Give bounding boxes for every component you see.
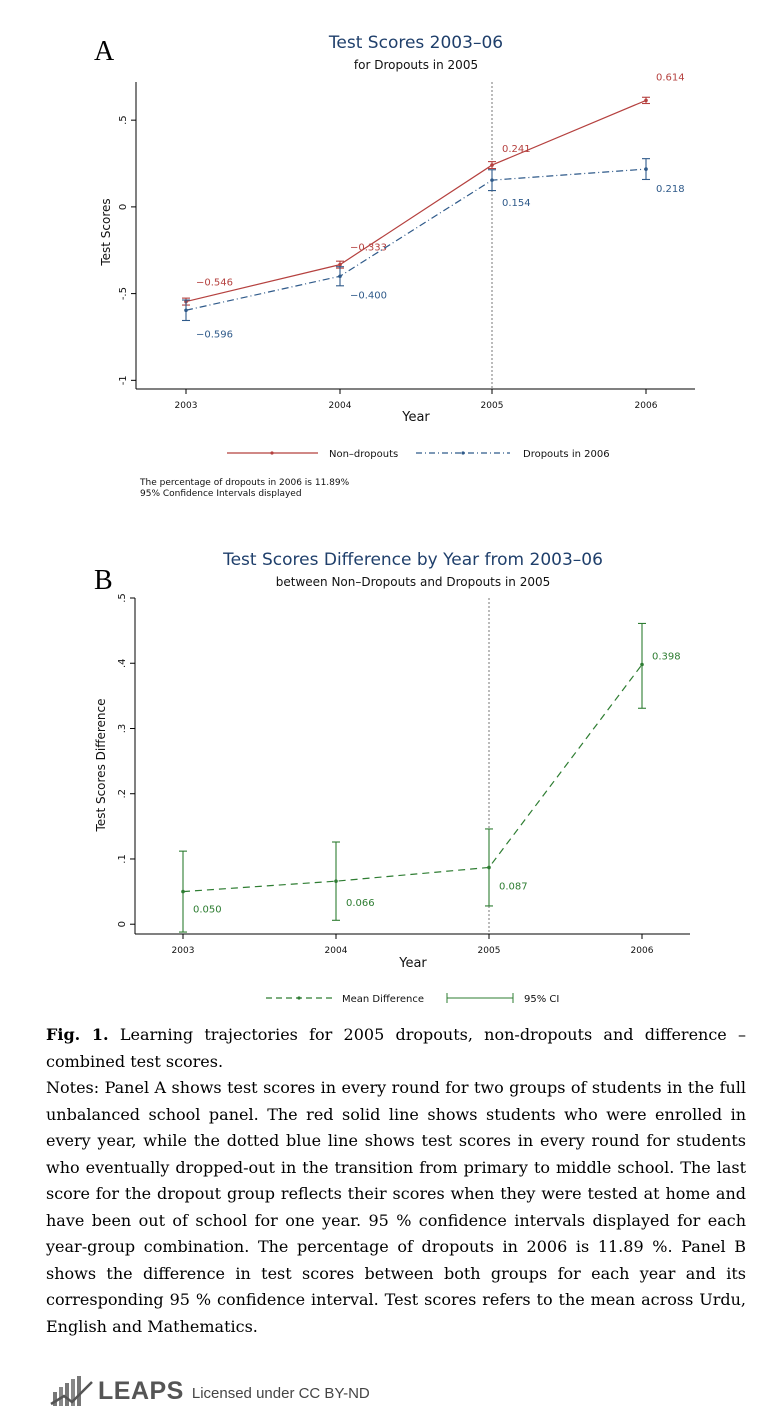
panel-a-x-label: Year bbox=[402, 410, 430, 425]
panel-b-subtitle: between Non–Dropouts and Dropouts in 2005 bbox=[275, 575, 551, 589]
data-label: 0.087 bbox=[499, 881, 528, 893]
panel-a-legend bbox=[227, 449, 610, 460]
y-tick-label: 0 bbox=[118, 203, 129, 211]
data-label: 0.050 bbox=[193, 904, 222, 916]
panel-a-letter: A bbox=[94, 36, 115, 67]
y-tick-label: -1 bbox=[118, 375, 129, 386]
y-tick-label: .5 bbox=[118, 115, 129, 125]
data-label: 0.218 bbox=[656, 184, 685, 196]
footer-license: Licensed under CC BY-ND bbox=[191, 1384, 370, 1402]
series-line-1 bbox=[186, 169, 646, 310]
panel-a-note-dropouts: The percentage of dropouts in 2006 is 11.89% bbox=[140, 478, 350, 488]
panel-a-chart bbox=[0, 0, 781, 520]
data-point bbox=[640, 663, 644, 667]
x-tick-label: 2005 bbox=[480, 401, 504, 411]
data-label: −0.546 bbox=[196, 277, 234, 289]
data-label: 0.066 bbox=[346, 898, 375, 910]
x-tick-label: 2004 bbox=[328, 401, 352, 411]
x-tick-label: 2005 bbox=[477, 946, 501, 956]
y-tick-label: .5 bbox=[117, 593, 128, 603]
panel-b-y-label: Test Scores Difference bbox=[94, 698, 108, 832]
series-line-0 bbox=[183, 665, 642, 892]
panel-b-x-label: Year bbox=[399, 956, 427, 971]
x-tick-label: 2003 bbox=[174, 401, 198, 411]
data-point bbox=[181, 890, 185, 894]
data-point bbox=[487, 866, 491, 870]
data-label: −0.596 bbox=[196, 329, 234, 341]
caption-title-paragraph bbox=[46, 1022, 746, 1075]
data-label: −0.333 bbox=[350, 242, 388, 254]
leaps-logo-icon bbox=[50, 1374, 94, 1408]
data-label: 0.614 bbox=[656, 72, 685, 84]
data-label: −0.400 bbox=[350, 290, 388, 302]
data-point bbox=[338, 274, 342, 278]
panel-b-legend bbox=[266, 993, 559, 1005]
x-tick-label: 2006 bbox=[630, 946, 654, 956]
caption-notes: Notes: Panel A shows test scores in every round for two groups of students in the full unbalanced school panel. The red solid line shows students who were enrolled in every year, while the dotted blue line shows test scores in every round for students who eventually dropped-out in the transition from primary to middle school. The last score for the dropout group reflects their scores when they were tested at home and have been out of school for one year. 95 % confidence intervals displayed for each year-group combination. The percentage of dropouts in 2006 is 11.89 %. Panel B shows the difference in test scores between both groups for each year and its corresponding 95 % confidence interval. Test scores refers to the mean across Urdu, English and Mathematics. bbox=[46, 1078, 746, 1336]
legend-mean-difference-marker bbox=[297, 996, 300, 999]
legend-dropouts-label: Dropouts in 2006 bbox=[523, 449, 610, 460]
figure-caption bbox=[46, 1022, 746, 1340]
panel-a-y-label: Test Scores bbox=[99, 198, 113, 266]
y-tick-label: .3 bbox=[117, 723, 128, 734]
figure-label: Fig. 1. bbox=[46, 1025, 109, 1044]
x-tick-label: 2003 bbox=[171, 946, 195, 956]
figure-title: Learning trajectories for 2005 dropouts, non-dropouts and difference – combined test scores. bbox=[46, 1025, 747, 1071]
data-label: 0.398 bbox=[652, 651, 681, 663]
y-tick-label: .4 bbox=[117, 658, 128, 669]
data-label: 0.154 bbox=[502, 198, 531, 210]
legend-non-dropouts-marker bbox=[270, 451, 273, 454]
x-tick-label: 2006 bbox=[634, 401, 658, 411]
y-tick-label: -.5 bbox=[118, 287, 129, 301]
data-point bbox=[490, 163, 494, 167]
y-tick-label: .2 bbox=[117, 788, 128, 799]
footer bbox=[50, 1374, 370, 1408]
panel-a-note-ci: 95% Confidence Intervals displayed bbox=[140, 489, 302, 499]
y-tick-label: .1 bbox=[117, 854, 128, 864]
legend-ci-label: 95% CI bbox=[524, 994, 560, 1005]
panel-b-letter: B bbox=[94, 565, 113, 596]
data-label: 0.241 bbox=[502, 144, 531, 156]
legend-non-dropouts-label: Non–dropouts bbox=[329, 449, 399, 460]
data-point bbox=[338, 263, 342, 267]
data-point bbox=[334, 879, 338, 883]
panel-a-title: Test Scores 2003–06 bbox=[328, 33, 504, 53]
legend-dropouts-marker bbox=[461, 451, 464, 454]
panel-b-chart bbox=[0, 528, 781, 1023]
series-line-0 bbox=[186, 100, 646, 301]
panel-a-subtitle: for Dropouts in 2005 bbox=[353, 58, 479, 72]
footer-brand: LEAPS bbox=[98, 1376, 184, 1405]
legend-mean-difference-label: Mean Difference bbox=[342, 994, 424, 1005]
data-point bbox=[644, 167, 648, 171]
data-point bbox=[490, 178, 494, 182]
x-tick-label: 2004 bbox=[324, 946, 348, 956]
data-point bbox=[184, 308, 188, 312]
y-tick-label: 0 bbox=[117, 921, 128, 928]
panel-b-title: Test Scores Difference by Year from 2003–06 bbox=[223, 550, 603, 570]
data-point bbox=[644, 99, 648, 103]
